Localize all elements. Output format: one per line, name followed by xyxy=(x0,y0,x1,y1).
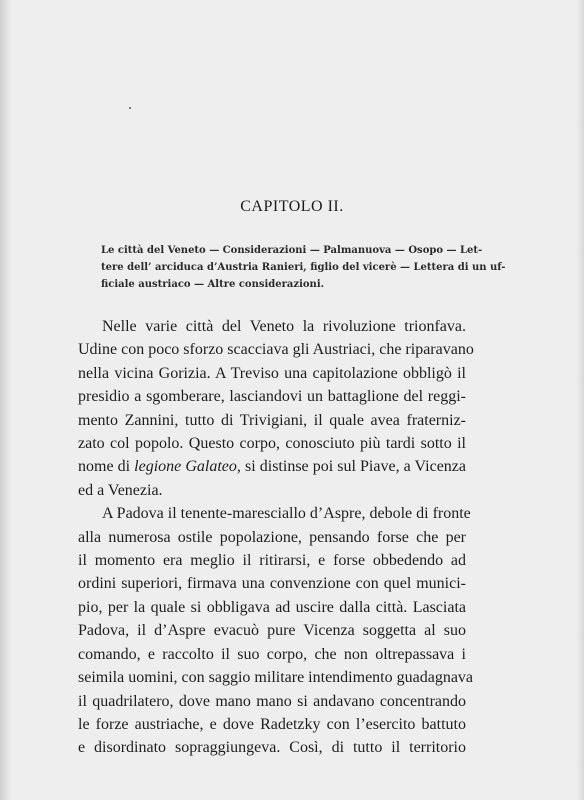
italic-text-legione-galateo: legione Galateo xyxy=(134,458,237,476)
paragraph-1-line: nella vicina Gorizia. A Treviso una capitolazione obbligò il xyxy=(78,364,466,382)
paragraph-2-line: Padova, il d’Aspre evacuò pure Vicenza soggetta al suo xyxy=(78,622,466,640)
page-left-edge-shadow xyxy=(0,0,12,800)
page-speck xyxy=(129,107,131,109)
paragraph-2-line: A Padova il tenente-maresciallo d’Aspre, debole di fronte xyxy=(102,505,471,523)
text-run: nome di xyxy=(78,458,135,476)
paragraph-1-last-line: ed a Venezia. xyxy=(78,481,163,499)
paragraph-1-line: Nelle varie città del Veneto la rivoluzione trionfava. xyxy=(102,318,466,335)
paragraph-2-line: le forze austriache, e dove Radetzky con l’esercito battuto xyxy=(78,715,466,733)
summary-line: ficiale austriaco — Altre considerazioni. xyxy=(101,279,325,290)
summary-line: Le città del Veneto — Considerazioni — Palmanuova — Osopo — Let- xyxy=(101,245,483,256)
paragraph-1-line: Udine con poco sforzo scacciava gli Austriaci, che riparavano xyxy=(78,341,474,359)
text-run: , si distinse poi sul Piave, a Vicenza xyxy=(236,458,467,476)
paragraph-1-line: zato col popolo. Questo corpo, conosciuto più tardi sotto il xyxy=(78,435,466,453)
paragraph-2-line: pio, per la quale si obbligava ad uscire dalla città. Lasciata xyxy=(78,598,466,616)
paragraph-1-line: presidio a sgomberare, lasciandovi un battaglione del reggi- xyxy=(78,388,466,406)
paragraph-2-line: seimila uomini, con saggio militare intendimento guadagnava xyxy=(78,669,474,687)
page-right-edge-shadow xyxy=(576,0,584,800)
paragraph-2-line: e disordinato sopraggiungeva. Così, di tutto il territorio xyxy=(78,739,466,757)
paragraph-2-line: il momento era meglio il ritirarsi, e forse obbedendo ad xyxy=(78,552,466,570)
paragraph-1-line-with-italic xyxy=(78,455,466,478)
paragraph-2-line: il quadrilatero, dove mano mano si andavano concentrando xyxy=(78,692,466,710)
paragraph-1-line: mento Zannini, tutto di Trivigiani, il quale avea fraterniz- xyxy=(78,411,466,429)
chapter-title: CAPITOLO II. xyxy=(240,198,344,215)
paragraph-2-line: alla numerosa ostile popolazione, pensando forse che per xyxy=(78,528,466,546)
body-text xyxy=(78,315,474,760)
summary-line: tere dell’ arciduca d’Austria Ranieri, figlio del vicerè — Lettera di un uf- xyxy=(101,262,506,273)
paragraph-2-line: ordini superiori, firmava una convenzione con quel munici- xyxy=(78,575,466,593)
chapter-summary xyxy=(101,242,506,293)
paragraph-2-line: comando, e raccolto il suo corpo, che non oltrepassava i xyxy=(78,645,466,663)
